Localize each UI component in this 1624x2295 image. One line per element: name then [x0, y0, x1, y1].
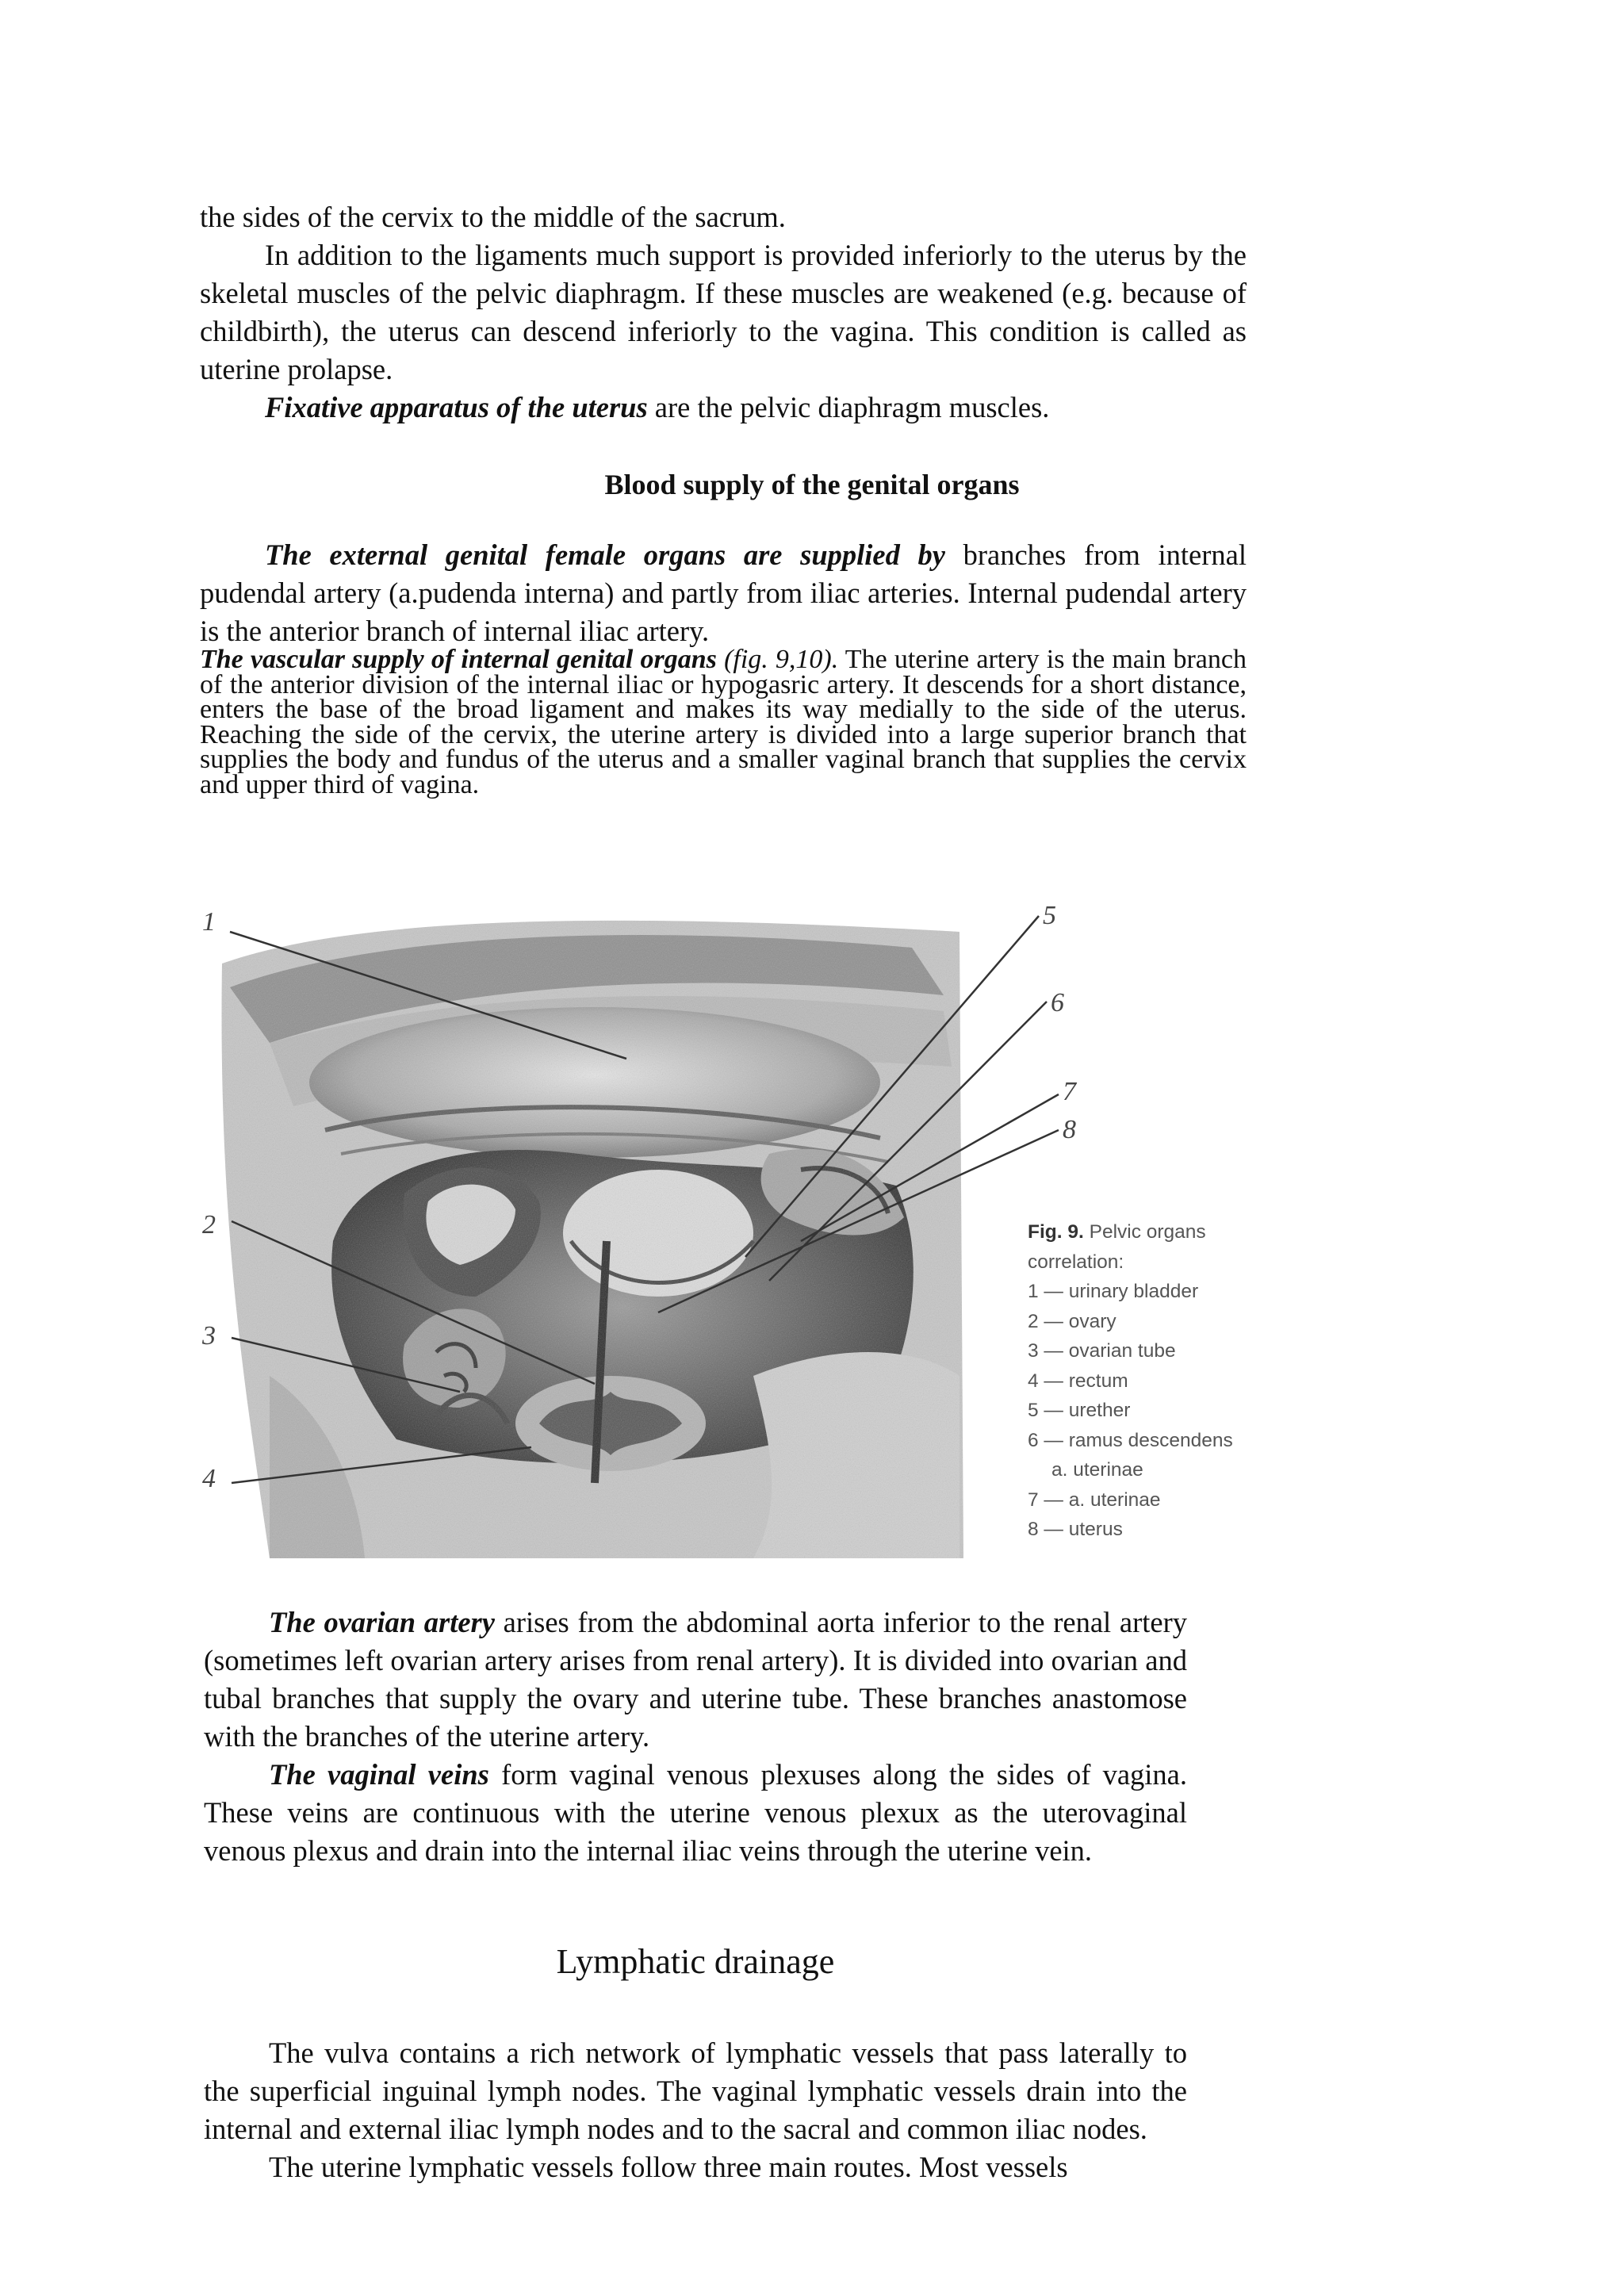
ovarian-paragraph: [204, 1603, 1187, 1756]
figure-label-7: 7: [1063, 1077, 1076, 1106]
caption-text2: correlation:: [1028, 1251, 1124, 1273]
external-rest: branches from internal pudendal artery (a.pudenda interna) and partly from iliac arteries. Internal pudendal artery is the anterior branch of internal iliac artery.: [200, 538, 1247, 647]
figure-label-5: 5: [1043, 901, 1056, 930]
legend-item: 7 — a. uterinae: [1028, 1488, 1161, 1511]
caption-text: Pelvic organs: [1083, 1221, 1206, 1243]
external-organs-text: [200, 536, 1247, 650]
figure-reference: (fig. 9,10).: [716, 645, 839, 674]
figure-label-8: 8: [1063, 1115, 1076, 1144]
legend-item: 2 — ovary: [1028, 1310, 1116, 1332]
section-heading-blood-supply: Blood supply of the genital organs: [604, 469, 1020, 500]
ovarian-vaginal-text: [204, 1603, 1187, 1870]
internal-term: The vascular supply of internal genital organs: [200, 645, 717, 674]
legend-item: a. uterinae: [1051, 1459, 1143, 1481]
section-heading-lymphatic: Lymphatic drainage: [556, 1942, 835, 1981]
legend-item: 5 — urether: [1028, 1400, 1131, 1421]
prolapse-paragraph: In addition to the ligaments much support is provided inferiorly to the uterus by the skeletal muscles of the pelvic diaphragm. If these muscles are weakened (e.g. because of childbirth), the uterus can descend inferiorly to the vagina. This condition is called as uterine prolapse.: [200, 239, 1247, 385]
ovarian-rest: arises from the abdominal aorta inferior to the renal artery (sometimes left ovarian artery arises from renal artery). It is divided into ovarian and tubal branches that supply the ovary and uterine tube. These branches anastomose with the branches of the uterine artery.: [204, 1606, 1187, 1753]
legend-item: 6 — ramus descendens: [1028, 1429, 1233, 1451]
legend-item: 1 — urinary bladder: [1028, 1281, 1199, 1302]
legend-item: 3 — ovarian tube: [1028, 1340, 1176, 1362]
fixative-term: Fixative apparatus of the uterus: [265, 391, 648, 423]
caption-title: Fig. 9.: [1028, 1221, 1084, 1243]
vulva-paragraph: The vulva contains a rich network of lymphatic vessels that pass laterally to the superficial inguinal lymph nodes. The vaginal lymphatic vessels drain into the internal and external iliac lymph nodes and to the sacral and common iliac nodes.: [204, 2036, 1187, 2145]
figure-label-3: 3: [202, 1321, 216, 1351]
lymphatic-text: [204, 2034, 1187, 2186]
vaginal-paragraph: [204, 1756, 1187, 1870]
intro-text: [200, 198, 1247, 427]
external-term: The external genital female organs are supplied by: [265, 538, 945, 571]
vaginal-rest: form vaginal venous plexuses along the sides of vagina. These veins are continuous with the uterine venous plexux as the uterovaginal venous plexus and drain into the internal iliac veins through the uterine vein.: [204, 1758, 1187, 1867]
ovarian-term: The ovarian artery: [269, 1606, 495, 1638]
fixative-paragraph: [200, 389, 1247, 427]
legend-item: 8 — uterus: [1028, 1519, 1123, 1540]
continuation-line: the sides of the cervix to the middle of the sacrum.: [200, 201, 786, 233]
fixative-rest: are the pelvic diaphragm muscles.: [647, 391, 1050, 423]
legend-item: 4 — rectum: [1028, 1370, 1128, 1392]
figure-caption: [1028, 1217, 1233, 1545]
figure-label-2: 2: [202, 1210, 216, 1239]
internal-rest: The uterine artery is the main branch of the anterior division of the internal iliac or hypogasric artery. It descends for a short distance, enters the base of the broad ligament and makes its way medially to the side of the uterus. Reaching the side of the cervix, the uterine artery is divided into a large superior branch that supplies the body and fundus of the uterus and a smaller vaginal branch that supplies the cervix and upper third of vagina.: [200, 645, 1247, 799]
vaginal-term: The vaginal veins: [269, 1758, 489, 1791]
internal-organs-text: [200, 647, 1247, 797]
uterine-lymph-paragraph: The uterine lymphatic vessels follow three main routes. Most vessels: [269, 2151, 1068, 2183]
figure-label-4: 4: [202, 1464, 216, 1493]
figure-label-1: 1: [202, 907, 216, 937]
figure-label-6: 6: [1051, 988, 1064, 1017]
